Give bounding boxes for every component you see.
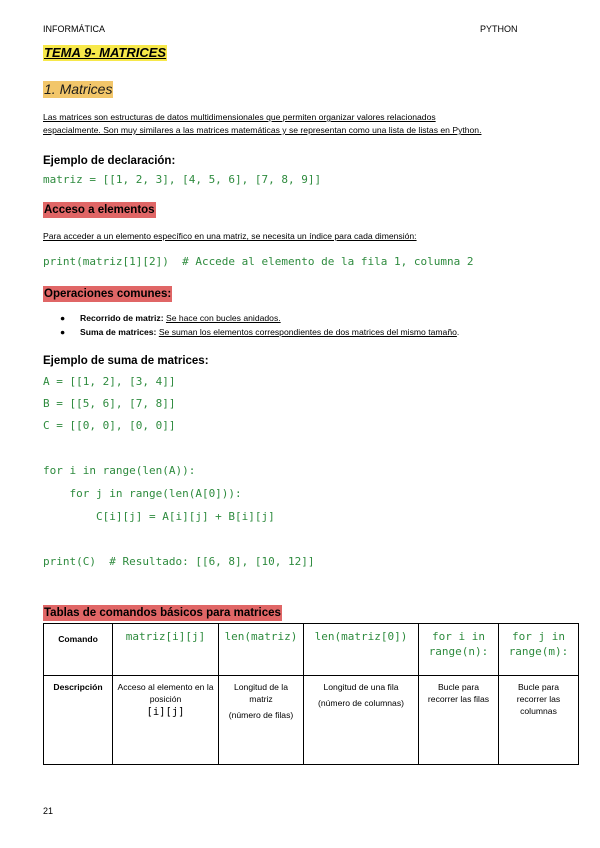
- command-code: for j in range(m):: [508, 630, 569, 658]
- list-item: [62, 313, 281, 323]
- header-subject: INFORMÁTICA: [43, 24, 105, 34]
- declaration-code: matriz = [[1, 2, 3], [4, 5, 6], [7, 8, 9]]: [43, 173, 322, 186]
- table-row: [44, 676, 579, 765]
- code-line: print(C) # Resultado: [[6, 8], [10, 12]]: [43, 555, 315, 568]
- desc-code: [i][j]: [146, 706, 185, 718]
- desc-text: Longitud de la matriz: [234, 682, 288, 704]
- table-cell: [419, 676, 499, 765]
- page-number: 21: [43, 806, 54, 816]
- desc-text: Bucle para recorrer las filas: [427, 682, 490, 704]
- command-code: len(matriz): [224, 630, 298, 643]
- table-cell: [219, 624, 304, 676]
- table-cell: [419, 624, 499, 676]
- access-text: Para acceder a un elemento específico en una matriz, se necesita un índice para cada dimensión:: [43, 231, 417, 241]
- code-line: A = [[1, 2], [3, 4]]: [43, 375, 176, 388]
- desc-note: (número de columnas): [318, 698, 404, 708]
- declaration-heading: Ejemplo de declaración:: [43, 155, 176, 167]
- list-item-tail: .: [456, 327, 460, 337]
- command-code: matriz[i][j]: [125, 630, 206, 643]
- table-cell: [304, 624, 419, 676]
- table-cell: [113, 624, 219, 676]
- sum-heading: Ejemplo de suma de matrices:: [43, 355, 209, 367]
- intro-line-1: Las matrices son estructuras de datos multidimensionales que permiten organizar valores relacionados: [43, 112, 436, 122]
- code-line: for j in range(len(A[0])):: [43, 487, 242, 500]
- table-row: [44, 624, 579, 676]
- list-item-desc: Se hace con bucles anidados.: [165, 313, 281, 323]
- access-heading: Acceso a elementos: [44, 204, 155, 216]
- table-cell: [219, 676, 304, 765]
- table-cell: [499, 676, 579, 765]
- header-topic: PYTHON: [480, 24, 518, 34]
- code-line: B = [[5, 6], [7, 8]]: [43, 397, 176, 410]
- commands-table: [43, 623, 579, 765]
- desc-note: (número de filas): [228, 710, 294, 720]
- operations-heading: Operaciones comunes:: [44, 288, 172, 300]
- command-code: for i in range(n):: [428, 630, 489, 658]
- desc-text: Longitud de una fila: [323, 682, 399, 692]
- page-title: TEMA 9- MATRICES: [44, 45, 167, 60]
- list-item-term: Suma de matrices:: [80, 327, 157, 337]
- list-item-desc: Se suman los elementos correspondientes de dos matrices del mismo tamaño: [158, 327, 457, 337]
- desc-text: Acceso al elemento en la posición: [117, 682, 214, 704]
- section-heading: 1. Matrices: [44, 81, 113, 97]
- desc-text: Bucle para recorrer las columnas: [516, 682, 561, 716]
- bullet-icon: ●: [60, 313, 66, 323]
- table-cell: [113, 676, 219, 765]
- intro-line-2: espacialmente. Son muy similares a las matrices matemáticas y se representan como una lista de listas en Python.: [43, 125, 482, 135]
- table-cell: [304, 676, 419, 765]
- table-row-label: Descripción: [44, 676, 113, 765]
- code-line: for i in range(len(A)):: [43, 464, 196, 477]
- table-row-label: Comando: [44, 624, 113, 676]
- list-item-term: Recorrido de matriz:: [80, 313, 164, 323]
- bullet-icon: ●: [60, 327, 66, 337]
- command-code: len(matriz[0]): [314, 630, 408, 643]
- code-line: C = [[0, 0], [0, 0]]: [43, 419, 176, 432]
- table-cell: [499, 624, 579, 676]
- access-code: print(matriz[1][2]) # Accede al elemento de la fila 1, columna 2: [43, 255, 474, 268]
- table-heading: Tablas de comandos básicos para matrices: [44, 607, 281, 619]
- list-item: [62, 327, 459, 337]
- code-line: C[i][j] = A[i][j] + B[i][j]: [43, 510, 275, 523]
